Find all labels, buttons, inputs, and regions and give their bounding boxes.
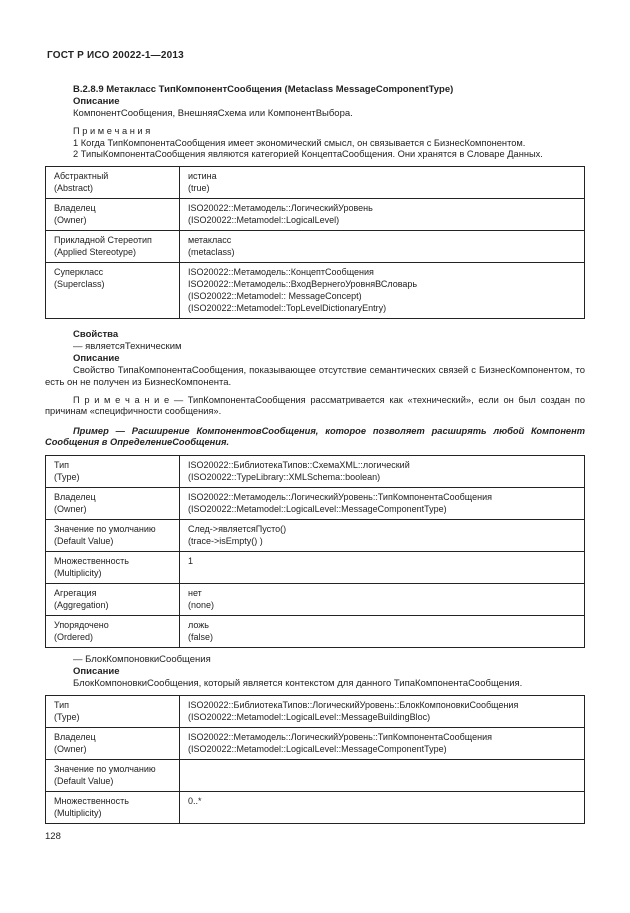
table-row bbox=[46, 230, 585, 262]
row-label-cell bbox=[46, 615, 180, 647]
note-item-1: 1 Когда ТипКомпонентаСообщения имеет экономический смысл, он связывается с БизнесКомпонентом. bbox=[73, 137, 526, 148]
row-label-cell bbox=[46, 583, 180, 615]
row-label-cell bbox=[46, 455, 180, 487]
page-number: 128 bbox=[45, 830, 61, 842]
row-label-cell bbox=[46, 487, 180, 519]
table-row bbox=[46, 759, 585, 791]
page-header: ГОСТ Р ИСО 20022-1—2013 bbox=[47, 50, 184, 61]
building-block-property-table bbox=[45, 695, 585, 824]
row-label-en: (Default Value) bbox=[54, 775, 114, 786]
notes-block bbox=[45, 126, 585, 161]
row-value-cell: След->являетсяПусто() (trace->isEmpty() ) bbox=[180, 519, 585, 551]
row-label-ru: Множественность bbox=[54, 795, 129, 806]
row-label-en: (Aggregation) bbox=[54, 599, 109, 610]
row-value-cell bbox=[180, 759, 585, 791]
row-value-cell: ISO20022::БиблиотекаТипов::СхемаXML::логический (ISO20022::TypeLibrary::XMLSchema::boolean) bbox=[180, 455, 585, 487]
row-label-cell bbox=[46, 791, 180, 823]
row-value-cell: ложь (false) bbox=[180, 615, 585, 647]
table-row bbox=[46, 727, 585, 759]
table-row bbox=[46, 583, 585, 615]
is-technical-property-table bbox=[45, 455, 585, 648]
property-item: — БлокКомпоновкиСообщения bbox=[73, 653, 211, 665]
table-row bbox=[46, 166, 585, 198]
table-row bbox=[46, 695, 585, 727]
row-label-ru: Суперкласс bbox=[54, 266, 104, 277]
row-label-en: (Superclass) bbox=[54, 278, 105, 289]
row-label-ru: Тип bbox=[54, 459, 70, 470]
table-row bbox=[46, 551, 585, 583]
row-label-ru: Значение по умолчанию bbox=[54, 523, 156, 534]
row-label-ru: Владелец bbox=[54, 491, 96, 502]
row-value-cell: истина (true) bbox=[180, 166, 585, 198]
table-row bbox=[46, 519, 585, 551]
row-label-cell bbox=[46, 519, 180, 551]
table-row bbox=[46, 198, 585, 230]
description-text: КомпонентСообщения, ВнешняяСхема или КомпонентВыбора. bbox=[73, 108, 353, 119]
description-label: Описание bbox=[73, 96, 120, 107]
row-value-cell: ISO20022::Метамодель::ЛогическийУровень::ТипКомпонентаСообщения (ISO20022::Metamodel::LogicalLevel::MessageComponentType) bbox=[180, 487, 585, 519]
table-row bbox=[46, 262, 585, 318]
row-label-cell bbox=[46, 551, 180, 583]
property-description: Свойство ТипаКомпонентаСообщения, показывающее отсутствие семантических связей с БизнесКомпонентом, то есть он не получен из БизнесКомпонента. bbox=[45, 364, 585, 388]
row-label-ru: Владелец bbox=[54, 731, 96, 742]
row-label-en: (Multiplicity) bbox=[54, 567, 102, 578]
description-label: Описание bbox=[73, 352, 120, 364]
row-label-en: (Type) bbox=[54, 471, 80, 482]
row-label-cell bbox=[46, 759, 180, 791]
row-label-ru: Тип bbox=[54, 699, 70, 710]
row-value-cell: 1 bbox=[180, 551, 585, 583]
row-label-cell bbox=[46, 230, 180, 262]
row-label-cell bbox=[46, 198, 180, 230]
row-label-ru: Абстрактный bbox=[54, 170, 109, 181]
row-value-cell: ISO20022::Метамодель::КонцептСообщения ISO20022::Метамодель::ВходВернегоУровняВСловарь (ISO20022::Metamodel:: MessageConcept) (ISO20022::Metamodel::TopLevelDictionaryEntry) bbox=[180, 262, 585, 318]
row-label-ru: Владелец bbox=[54, 202, 96, 213]
property-note: П р и м е ч а н и е — ТипКомпонентаСообщения рассматривается как «технический», если он был создан по причинам «специфичности сообщения». bbox=[45, 394, 585, 416]
row-value-cell: ISO20022::Метамодель::ЛогическийУровень::ТипКомпонентаСообщения (ISO20022::Metamodel::LogicalLevel::MessageComponentType) bbox=[180, 727, 585, 759]
row-label-ru: Множественность bbox=[54, 555, 129, 566]
property-item: — являетсяТехническим bbox=[73, 340, 182, 352]
note-item-2: 2 ТипыКомпонентаСообщения являются категорией КонцептаСообщения. Они хранятся в Словаре Данных. bbox=[73, 149, 543, 159]
table-row bbox=[46, 487, 585, 519]
description-label: Описание bbox=[73, 665, 120, 677]
table-row bbox=[46, 791, 585, 823]
row-value-cell: метакласс (metaclass) bbox=[180, 230, 585, 262]
row-label-en: (Applied Stereotype) bbox=[54, 246, 137, 257]
property-example: Пример — Расширение КомпонентовСообщения, которое позволяет расширять любой Компонент Сообщения в ОпределениеСообщения. bbox=[45, 425, 585, 447]
properties-block bbox=[45, 329, 585, 449]
row-label-en: (Owner) bbox=[54, 743, 87, 754]
row-label-ru: Упорядочено bbox=[54, 619, 109, 630]
row-label-en: (Type) bbox=[54, 711, 80, 722]
row-label-cell bbox=[46, 695, 180, 727]
table-row bbox=[46, 455, 585, 487]
notes-heading: П р и м е ч а н и я bbox=[73, 126, 151, 136]
building-block-section bbox=[45, 654, 585, 690]
row-label-en: (Ordered) bbox=[54, 631, 94, 642]
row-label-en: (Abstract) bbox=[54, 182, 94, 193]
row-label-en: (Owner) bbox=[54, 214, 87, 225]
row-label-en: (Multiplicity) bbox=[54, 807, 102, 818]
row-value-cell: ISO20022::Метамодель::ЛогическийУровень (ISO20022::Metamodel::LogicalLevel) bbox=[180, 198, 585, 230]
row-value-cell: нет (none) bbox=[180, 583, 585, 615]
row-label-ru: Прикладной Стереотип bbox=[54, 234, 152, 245]
row-label-cell bbox=[46, 262, 180, 318]
property-description: БлокКомпоновкиСообщения, который является контекстом для данного ТипаКомпонентаСообщения. bbox=[73, 677, 523, 689]
section-heading: В.2.8.9 Метакласс ТипКомпонентСообщения (Metaclass MessageComponentType) bbox=[73, 84, 454, 95]
row-value-cell: 0..* bbox=[180, 791, 585, 823]
row-label-en: (Owner) bbox=[54, 503, 87, 514]
row-label-ru: Агрегация bbox=[54, 587, 97, 598]
properties-heading: Свойства bbox=[73, 328, 119, 340]
row-label-cell bbox=[46, 166, 180, 198]
row-label-ru: Значение по умолчанию bbox=[54, 763, 156, 774]
row-label-en: (Default Value) bbox=[54, 535, 114, 546]
row-label-cell bbox=[46, 727, 180, 759]
row-value-cell: ISO20022::БиблиотекаТипов::ЛогическийУровень::БлокКомпоновкиСообщения (ISO20022::Metamodel::LogicalLevel::MessageBuildingBloc) bbox=[180, 695, 585, 727]
table-row bbox=[46, 615, 585, 647]
metaclass-attributes-table bbox=[45, 166, 585, 319]
